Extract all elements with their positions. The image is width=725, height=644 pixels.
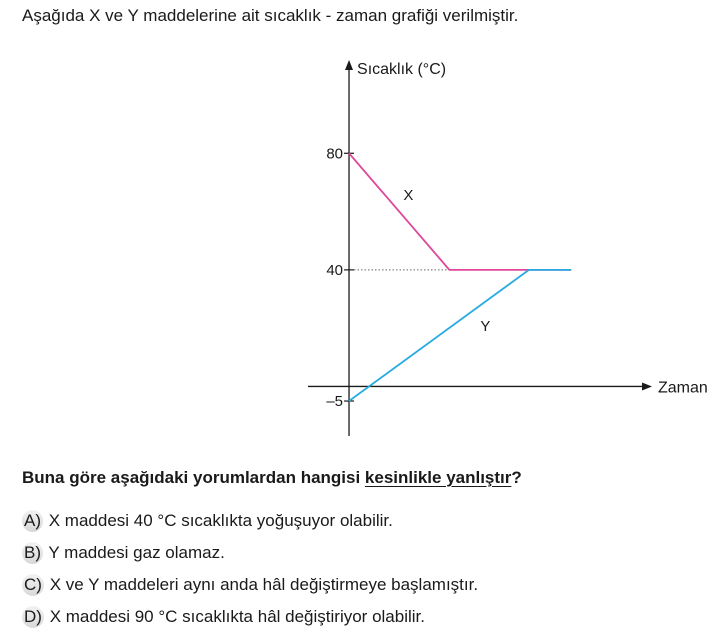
intro-text: Aşağıda X ve Y maddelerine ait sıcaklık - zaman grafiği verilmiştir. [22,6,519,25]
option-a-text: X maddesi 40 °C sıcaklıkta yoğuşuyor olabilir. [48,511,393,530]
y-tick-label-0: 80 [326,145,344,163]
option-b-text: Y maddesi gaz olamaz. [48,543,225,562]
option-a[interactable] [22,510,393,532]
option-c[interactable] [22,574,478,596]
question-emphasis: kesinlikle yanlıştır [364,468,512,487]
series-layer [349,153,571,401]
question-lead: Buna göre aşağıdaki yorumlardan hangisi [22,468,365,487]
chart-axes [308,60,708,436]
option-d[interactable] [22,606,425,628]
option-b-letter: B) [24,543,41,562]
y-ticks [326,145,354,410]
option-d-text: X maddesi 90 °C sıcaklıkta hâl değiştiriyor olabilir. [49,607,425,626]
option-b[interactable] [22,542,225,564]
x-axis-arrow-icon [642,382,652,390]
y-tick-label-1: 40 [326,261,344,279]
option-c-text: X ve Y maddeleri aynı anda hâl değiştirmeye başlamıştır. [49,575,479,594]
y-tick-label-2: –5 [326,393,344,411]
option-c-letter: C) [24,575,42,594]
question-text [22,468,522,488]
series-y-label: Y [480,318,491,336]
question-end: ? [511,468,522,487]
option-d-letter: D) [24,607,42,626]
y-axis-arrow-icon [345,60,353,70]
y-axis-label: Sıcaklık (°C) [357,61,447,78]
series-x-label: X [403,186,414,204]
option-a-letter: A) [24,511,41,530]
x-axis-label: Zaman [658,379,708,397]
series-y-line [349,270,571,401]
series-x-line [349,153,571,270]
